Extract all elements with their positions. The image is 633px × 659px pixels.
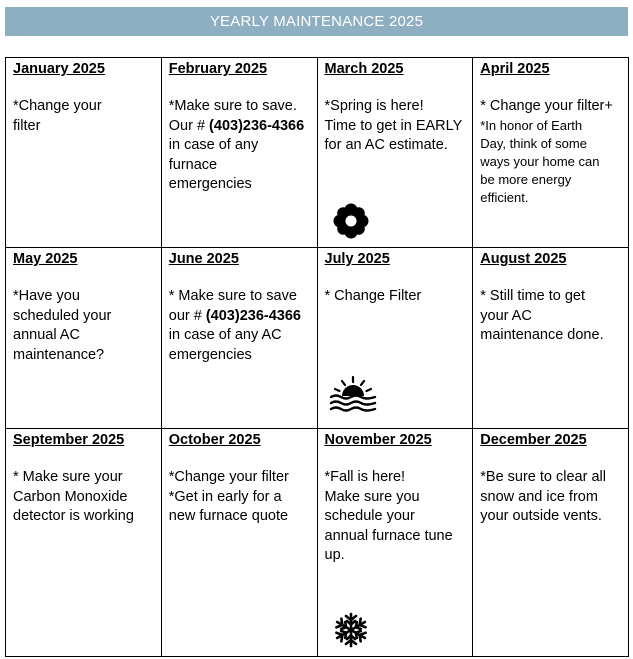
note-line: Time to get in EARLY xyxy=(324,117,463,134)
month-cell-may xyxy=(6,248,162,429)
note-line xyxy=(169,117,311,137)
month-heading: March 2025 xyxy=(324,61,404,77)
month-cell-march xyxy=(317,58,473,248)
month-heading: February 2025 xyxy=(168,61,268,77)
note-line: Make sure you xyxy=(324,488,420,505)
note-line: snow and ice from xyxy=(480,488,598,505)
month-cell-august xyxy=(473,248,629,429)
phone-number: (403)236-4366 xyxy=(209,117,305,134)
note-line: *Have you xyxy=(13,288,80,304)
note-line: *Change your xyxy=(13,98,102,114)
phone-number: (403)236-4366 xyxy=(205,307,301,324)
month-cell-september xyxy=(6,429,162,657)
note-line: for an AC estimate. xyxy=(324,137,448,154)
note-line: *Spring is here! xyxy=(324,98,424,114)
note-line: in case of any xyxy=(168,137,259,154)
sunset-icon xyxy=(329,375,377,413)
note-line: Carbon Monoxide xyxy=(13,488,128,505)
month-heading: June 2025 xyxy=(168,251,239,267)
note-line: maintenance done. xyxy=(480,327,604,344)
month-heading: July 2025 xyxy=(324,251,390,267)
note-text: Our # xyxy=(168,117,210,134)
note-line: your AC xyxy=(480,307,532,324)
note-line: *Change your filter xyxy=(168,469,289,485)
flower-icon xyxy=(333,203,369,239)
month-cell-january xyxy=(6,58,162,248)
month-heading: April 2025 xyxy=(480,61,550,77)
note-line: detector is working xyxy=(13,508,134,525)
note-line: new furnace quote xyxy=(168,508,289,525)
note-line: your outside vents. xyxy=(480,508,602,525)
month-heading: November 2025 xyxy=(324,432,432,448)
month-cell-april xyxy=(473,58,629,248)
note-line: furnace xyxy=(168,156,218,173)
note-line: ways your home can xyxy=(480,153,600,169)
note-line: * Change Filter xyxy=(324,288,422,304)
note-line: * Make sure to save xyxy=(168,288,297,304)
month-heading: December 2025 xyxy=(480,432,587,448)
note-line: scheduled your xyxy=(13,307,112,324)
note-line: annual furnace tune xyxy=(324,527,453,544)
note-line: emergencies xyxy=(168,176,252,193)
note-line: * Change your filter+ xyxy=(480,98,613,114)
note-line: *Fall is here! xyxy=(324,469,406,485)
month-heading: October 2025 xyxy=(168,432,261,448)
month-cell-february xyxy=(161,58,317,248)
note-line: filter xyxy=(13,117,41,134)
month-heading: August 2025 xyxy=(480,251,567,267)
note-line: annual AC xyxy=(13,327,80,344)
note-line: *Be sure to clear all xyxy=(480,469,606,485)
note-line: maintenance? xyxy=(13,346,105,363)
month-heading: January 2025 xyxy=(13,61,105,77)
note-line: emergencies xyxy=(168,346,252,363)
note-line: *Make sure to save. xyxy=(168,98,297,114)
month-cell-december xyxy=(473,429,629,657)
maintenance-calendar xyxy=(5,57,629,657)
month-cell-july xyxy=(317,248,473,429)
month-cell-june xyxy=(161,248,317,429)
snowflake-icon xyxy=(333,612,369,648)
note-line: * Still time to get xyxy=(480,288,586,304)
note-line: Day, think of some xyxy=(480,135,587,151)
note-line: in case of any AC xyxy=(168,327,282,344)
page-title: YEARLY MAINTENANCE 2025 xyxy=(5,7,628,36)
note-text: our # xyxy=(168,307,206,324)
month-heading: September 2025 xyxy=(13,432,125,448)
note-line: up. xyxy=(324,547,345,564)
note-line: efficient. xyxy=(480,189,529,205)
note-line: *Get in early for a xyxy=(168,488,282,505)
month-cell-november xyxy=(317,429,473,657)
note-line: schedule your xyxy=(324,508,415,525)
month-cell-october xyxy=(161,429,317,657)
note-line: *In honor of Earth xyxy=(480,117,583,133)
note-line xyxy=(169,307,311,327)
month-heading: May 2025 xyxy=(13,251,78,267)
note-line: be more energy xyxy=(480,171,572,187)
note-line: * Make sure your xyxy=(13,469,123,485)
